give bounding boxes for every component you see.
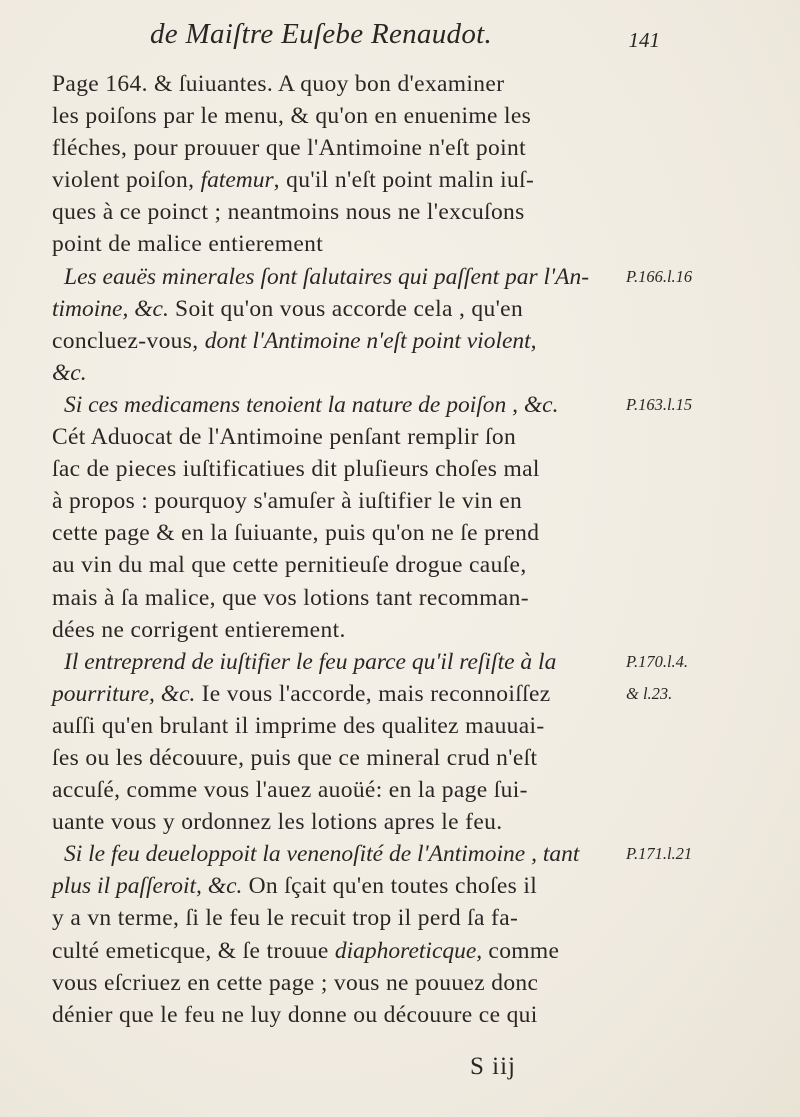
roman-segment: fléches, pour prouuer que l'Antimoine n'eſt point: [52, 135, 526, 162]
text-line: [52, 261, 622, 293]
text-line: [52, 902, 622, 934]
text-line: [52, 132, 622, 164]
roman-segment: Cét Aduocat de l'Antimoine penſant remplir ſon: [52, 424, 517, 451]
text-line: [52, 164, 622, 196]
margin-note: P.170.l.4.: [626, 651, 689, 671]
margin-note: P.166.l.16: [626, 266, 693, 286]
roman-segment: à propos : pourquoy s'amuſer à iuſtifier le vin en: [52, 488, 523, 515]
text-line: [52, 421, 622, 453]
running-head: de Maiſtre Euſebe Renaudot.: [150, 18, 493, 50]
margin-note: & l.23.: [626, 683, 673, 703]
margin-note: P.163.l.15: [626, 395, 693, 414]
roman-segment: au vin du mal que cette pernitieuſe drogue cauſe,: [52, 552, 527, 579]
italic-segment: diaphoreticque,: [334, 937, 483, 964]
italic-segment: Les eauës minerales ſont ſalutaires qui paſſent par l'An-: [64, 263, 590, 290]
roman-segment: ques à ce poinct ; neantmoins nous ne l'excuſons: [52, 199, 525, 226]
roman-segment: culté emeticque, & ſe trouue: [52, 937, 335, 964]
italic-segment: Si ces medicamens tenoient la nature de poiſon , &c.: [64, 391, 559, 418]
text-line: [52, 325, 622, 357]
roman-segment: Ie vous l'accorde, mais reconnoiſſez: [195, 680, 551, 707]
text-line: [52, 999, 622, 1031]
text-line: [52, 357, 622, 389]
italic-segment: dont l'Antimoine n'eſt point violent,: [204, 327, 537, 354]
roman-segment: , qu'il n'eſt point malin iuſ-: [273, 167, 535, 194]
text-line: [52, 293, 622, 325]
text-line: [52, 838, 622, 870]
text-line: [52, 646, 622, 678]
text-line: [52, 485, 622, 517]
roman-segment: dénier que le feu ne luy donne ou découure ce qui: [52, 1001, 538, 1028]
roman-segment: concluez-vous,: [52, 327, 205, 354]
roman-segment: Page 164. & ſuiuantes. A quoy bon d'examiner: [52, 71, 505, 97]
text-line: [52, 196, 622, 228]
text-line: [52, 228, 622, 260]
italic-segment: timoine, &c.: [52, 295, 169, 322]
text-line: [52, 68, 622, 100]
italic-segment: fatemur: [200, 167, 274, 194]
text-line: [52, 582, 622, 614]
roman-segment: Soit qu'on vous accorde cela , qu'en: [168, 295, 524, 322]
text-line: [52, 806, 622, 838]
roman-segment: y a vn terme, ſi le feu le recuit trop il perd ſa fa-: [52, 905, 519, 932]
page-header: [100, 12, 660, 52]
text-line: [52, 710, 622, 742]
italic-segment: &c.: [52, 359, 87, 386]
italic-segment: pourriture, &c.: [52, 680, 196, 707]
roman-segment: dées ne corrigent entierement.: [52, 616, 346, 643]
roman-segment: point de malice entierement: [52, 231, 324, 258]
body-text: [52, 68, 622, 1031]
roman-segment: On ſçait qu'en toutes choſes il: [242, 873, 538, 900]
roman-segment: accuſé, comme vous l'auez auoüé: en la page ſui-: [52, 777, 528, 804]
text-line: [52, 870, 622, 902]
text-line: [52, 453, 622, 485]
margin-note: P.171.l.21: [626, 844, 693, 864]
italic-segment: Si le feu deueloppoit la venenoſité de l'Antimoine , tant: [64, 841, 580, 868]
text-line: [52, 935, 622, 967]
text-line: [52, 614, 622, 646]
roman-segment: ſes ou les découure, puis que ce mineral crud n'eſt: [52, 744, 538, 771]
text-line: [52, 549, 622, 581]
text-line: [52, 389, 622, 421]
roman-segment: uante vous y ordonnez les lotions apres le feu.: [52, 809, 503, 836]
italic-segment: plus il paſſeroit, &c.: [52, 873, 243, 900]
text-line: [52, 967, 622, 999]
roman-segment: violent poiſon,: [52, 167, 201, 194]
text-line: [52, 100, 622, 132]
page-number: 141: [628, 28, 660, 52]
roman-segment: auſſi qu'en brulant il imprime des qualitez mauuai-: [52, 712, 545, 739]
text-line: [52, 742, 622, 774]
text-line: [52, 517, 622, 549]
text-line: [52, 678, 622, 710]
roman-segment: comme: [482, 937, 560, 964]
italic-segment: Il entreprend de iuſtifier le feu parce qu'il reſiſte à la: [64, 648, 557, 675]
roman-segment: ſac de pieces iuſtificatiues dit pluſieurs choſes mal: [52, 456, 540, 483]
roman-segment: mais à ſa malice, que vos lotions tant recomman-: [52, 584, 529, 611]
signature-mark: S iij: [470, 1053, 516, 1080]
roman-segment: cette page & en la ſuiuante, puis qu'on ne ſe prend: [52, 520, 540, 547]
roman-segment: les poiſons par le menu, & qu'on en enuenime les: [52, 103, 532, 130]
roman-segment: vous eſcriuez en cette page ; vous ne pouuez donc: [52, 969, 539, 996]
text-line: [52, 774, 622, 806]
